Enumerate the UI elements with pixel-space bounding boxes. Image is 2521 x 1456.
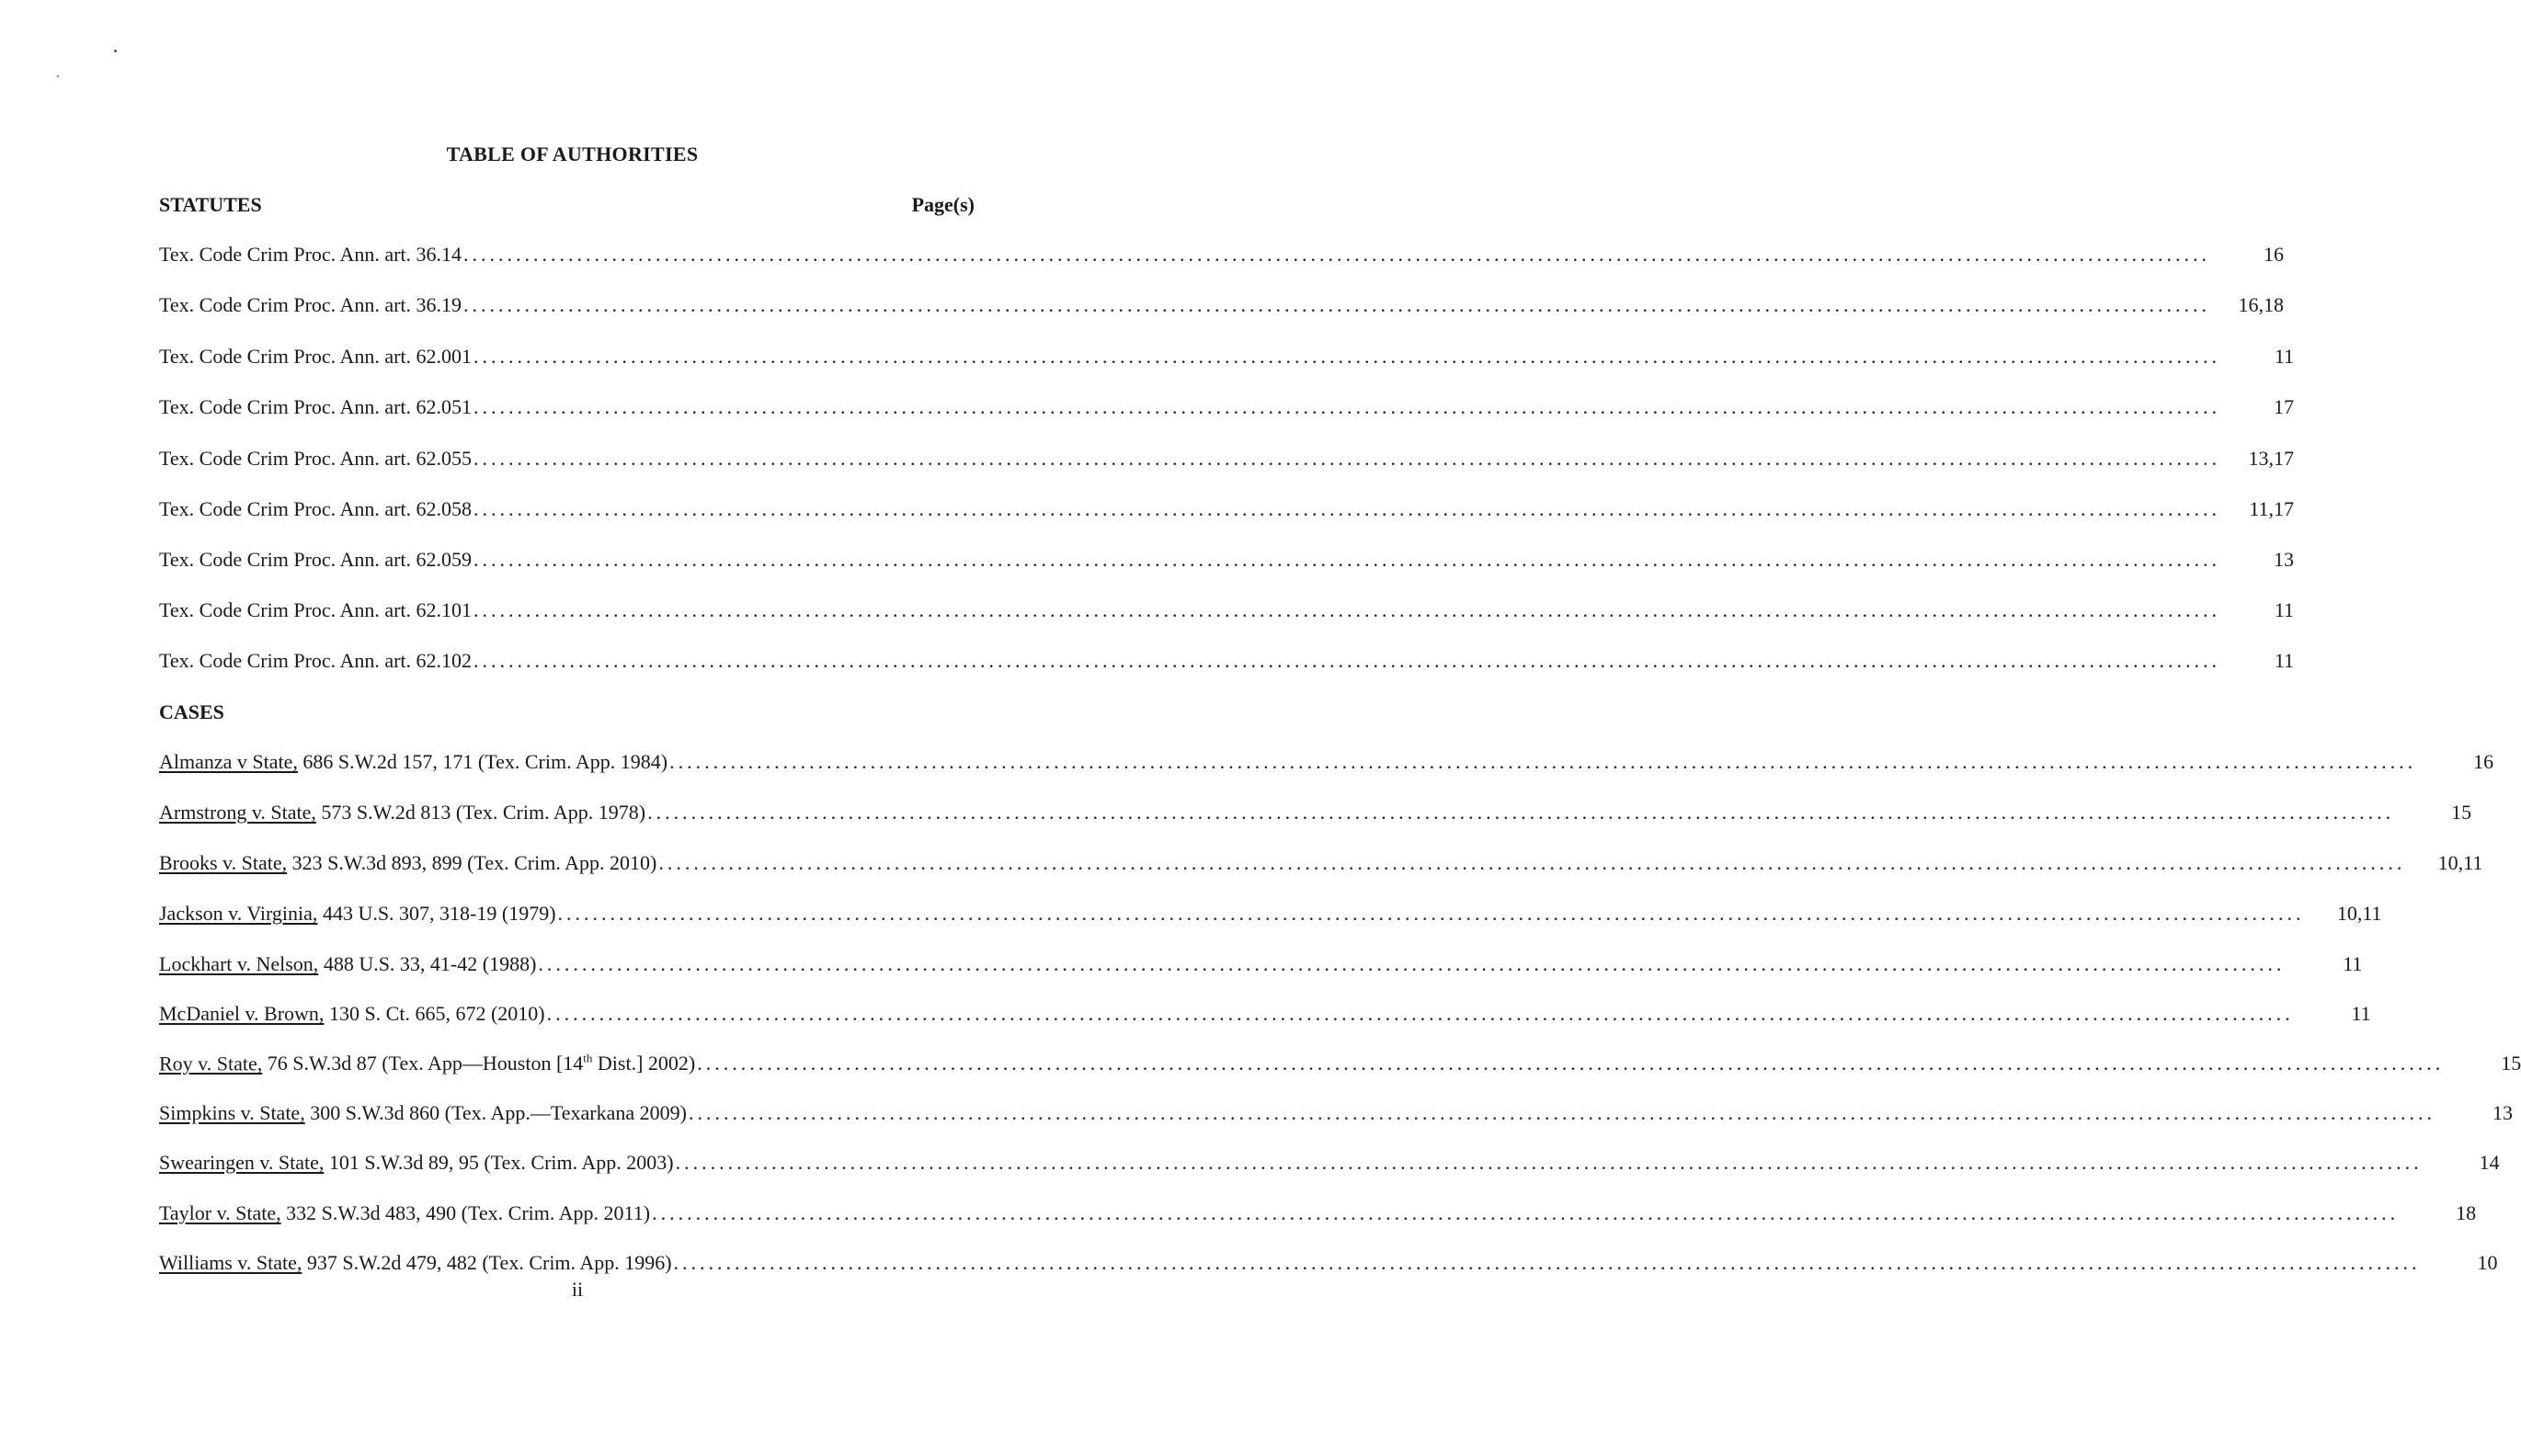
statute-entry — [159, 649, 2295, 677]
statute-entry — [159, 243, 2285, 270]
case-name: Armstrong v. State, — [159, 801, 316, 824]
statute-entry — [159, 345, 2295, 372]
dot-leader: ........................................................................................................................................................................................................ — [557, 902, 2305, 925]
dot-leader: ........................................................................................................................................................................................................ — [473, 447, 2221, 470]
dot-leader: ........................................................................................................................................................................................................ — [538, 952, 2286, 975]
case-pages: 15 — [2501, 1052, 2521, 1075]
case-pages: 15 — [2451, 801, 2472, 824]
case-name: McDaniel v. Brown, — [159, 1002, 325, 1025]
page-title: TABLE OF AUTHORITIES — [446, 142, 699, 165]
statute-pages: 13 — [2274, 548, 2295, 571]
case-pages: 10,11 — [2336, 902, 2382, 925]
case-citation: 573 S.W.2d 813 (Tex. Crim. App. 1978) — [315, 801, 646, 824]
case-entry — [159, 750, 2494, 778]
dot-leader: ........................................................................................................................................................................................................ — [463, 293, 2211, 316]
case-name: Almanza v State, — [159, 750, 298, 773]
case-citation: 300 S.W.3d 860 (Tex. App.—Texarkana 2009) — [304, 1101, 687, 1124]
pages-column-heading: Page(s) — [911, 193, 975, 216]
dot-leader: ........................................................................................................................................................................................................ — [473, 548, 2221, 571]
case-entry — [159, 801, 2472, 828]
statute-pages: 11 — [2274, 345, 2295, 368]
statutes-heading: STATUTES — [159, 193, 262, 216]
statute-pages: 13,17 — [2248, 447, 2295, 470]
case-name: Williams v. State, — [159, 1251, 302, 1274]
case-pages: 14 — [2479, 1151, 2500, 1174]
case-pages: 11 — [2351, 1002, 2371, 1025]
statute-entry — [159, 293, 2285, 321]
statute-pages: 11 — [2274, 649, 2295, 672]
case-pages: 10,11 — [2437, 851, 2483, 874]
scan-speck — [57, 75, 59, 77]
case-pages: 16 — [2473, 750, 2494, 773]
case-pages: 18 — [2456, 1201, 2477, 1224]
dot-leader: ........................................................................................................................................................................................................ — [546, 1002, 2294, 1025]
case-name: Taylor v. State, — [159, 1201, 281, 1224]
statute-pages: 16,18 — [2238, 293, 2285, 316]
dot-leader: ........................................................................................................................................................................................................ — [697, 1052, 2445, 1075]
dot-leader: ........................................................................................................................................................................................................ — [473, 649, 2221, 672]
case-pages: 10 — [2477, 1251, 2498, 1274]
case-citation: 488 U.S. 33, 41-42 (1988) — [318, 952, 537, 975]
case-entry — [159, 1101, 2513, 1129]
case-name: Brooks v. State, — [159, 851, 288, 874]
dot-leader: ........................................................................................................................................................................................................ — [669, 750, 2417, 773]
case-entry — [159, 1251, 2498, 1279]
dot-leader: ........................................................................................................................................................................................................ — [658, 851, 2406, 874]
statute-citation: Tex. Code Crim Proc. Ann. art. 62.101 — [159, 598, 473, 621]
dot-leader: ........................................................................................................................................................................................................ — [675, 1151, 2423, 1174]
dot-leader: ........................................................................................................................................................................................................ — [673, 1251, 2421, 1274]
dot-leader: ........................................................................................................................................................................................................ — [473, 598, 2221, 621]
statute-citation: Tex. Code Crim Proc. Ann. art. 62.058 — [159, 497, 473, 520]
statute-citation: Tex. Code Crim Proc. Ann. art. 62.102 — [159, 649, 473, 672]
statute-citation: Tex. Code Crim Proc. Ann. art. 62.055 — [159, 447, 473, 470]
case-citation: 323 S.W.3d 893, 899 (Tex. Crim. App. 2010) — [287, 851, 657, 874]
case-name: Jackson v. Virginia, — [159, 902, 318, 925]
dot-leader: ........................................................................................................................................................................................................ — [647, 801, 2395, 824]
case-entry — [159, 1002, 2371, 1029]
statute-entry — [159, 395, 2295, 423]
statute-citation: Tex. Code Crim Proc. Ann. art. 62.001 — [159, 345, 473, 368]
statute-pages: 11 — [2274, 598, 2295, 621]
case-pages: 13 — [2492, 1101, 2513, 1124]
case-citation: 332 S.W.3d 483, 490 (Tex. Crim. App. 2011) — [280, 1201, 651, 1224]
page-number: ii — [571, 1278, 584, 1301]
statute-pages: 17 — [2274, 395, 2295, 418]
statute-entry — [159, 598, 2295, 626]
case-name: Swearingen v. State, — [159, 1151, 325, 1174]
case-entry — [159, 1052, 2521, 1079]
case-citation: 443 U.S. 307, 318-19 (1979) — [317, 902, 556, 925]
case-entry — [159, 902, 2382, 929]
case-name: Simpkins v. State, — [159, 1101, 305, 1124]
statute-entry — [159, 497, 2295, 525]
case-pages: 11 — [2343, 952, 2363, 975]
dot-leader: ........................................................................................................................................................................................................ — [652, 1201, 2400, 1224]
case-entry — [159, 952, 2363, 980]
statute-citation: Tex. Code Crim Proc. Ann. art. 62.059 — [159, 548, 473, 571]
statute-citation: Tex. Code Crim Proc. Ann. art. 36.19 — [159, 293, 462, 316]
case-citation: 130 S. Ct. 665, 672 (2010) — [324, 1002, 545, 1025]
case-citation: 101 S.W.3d 89, 95 (Tex. Crim. App. 2003) — [324, 1151, 674, 1174]
statute-entry — [159, 548, 2295, 575]
statute-citation: Tex. Code Crim Proc. Ann. art. 36.14 — [159, 243, 462, 266]
case-citation: 686 S.W.2d 157, 171 (Tex. Crim. App. 1984) — [297, 750, 668, 773]
statute-entry — [159, 447, 2295, 474]
case-entry — [159, 1201, 2477, 1229]
dot-leader: ........................................................................................................................................................................................................ — [473, 395, 2221, 418]
statute-citation: Tex. Code Crim Proc. Ann. art. 62.051 — [159, 395, 473, 418]
case-citation: 937 S.W.2d 479, 482 (Tex. Crim. App. 1996) — [302, 1251, 672, 1274]
case-entry — [159, 851, 2483, 879]
cases-heading: CASES — [159, 700, 224, 723]
dot-leader: ........................................................................................................................................................................................................ — [473, 345, 2221, 368]
scan-speck — [114, 50, 117, 52]
case-citation: 76 S.W.3d 87 (Tex. App—Houston [14th Dist.] 2002) — [262, 1052, 696, 1075]
dot-leader: ........................................................................................................................................................................................................ — [473, 497, 2221, 520]
dot-leader: ........................................................................................................................................................................................................ — [463, 243, 2211, 266]
case-name: Roy v. State, — [159, 1052, 263, 1075]
dot-leader: ........................................................................................................................................................................................................ — [688, 1101, 2435, 1124]
case-entry — [159, 1151, 2500, 1178]
statute-pages: 11,17 — [2249, 497, 2295, 520]
statute-pages: 16 — [2264, 243, 2285, 266]
case-name: Lockhart v. Nelson, — [159, 952, 319, 975]
